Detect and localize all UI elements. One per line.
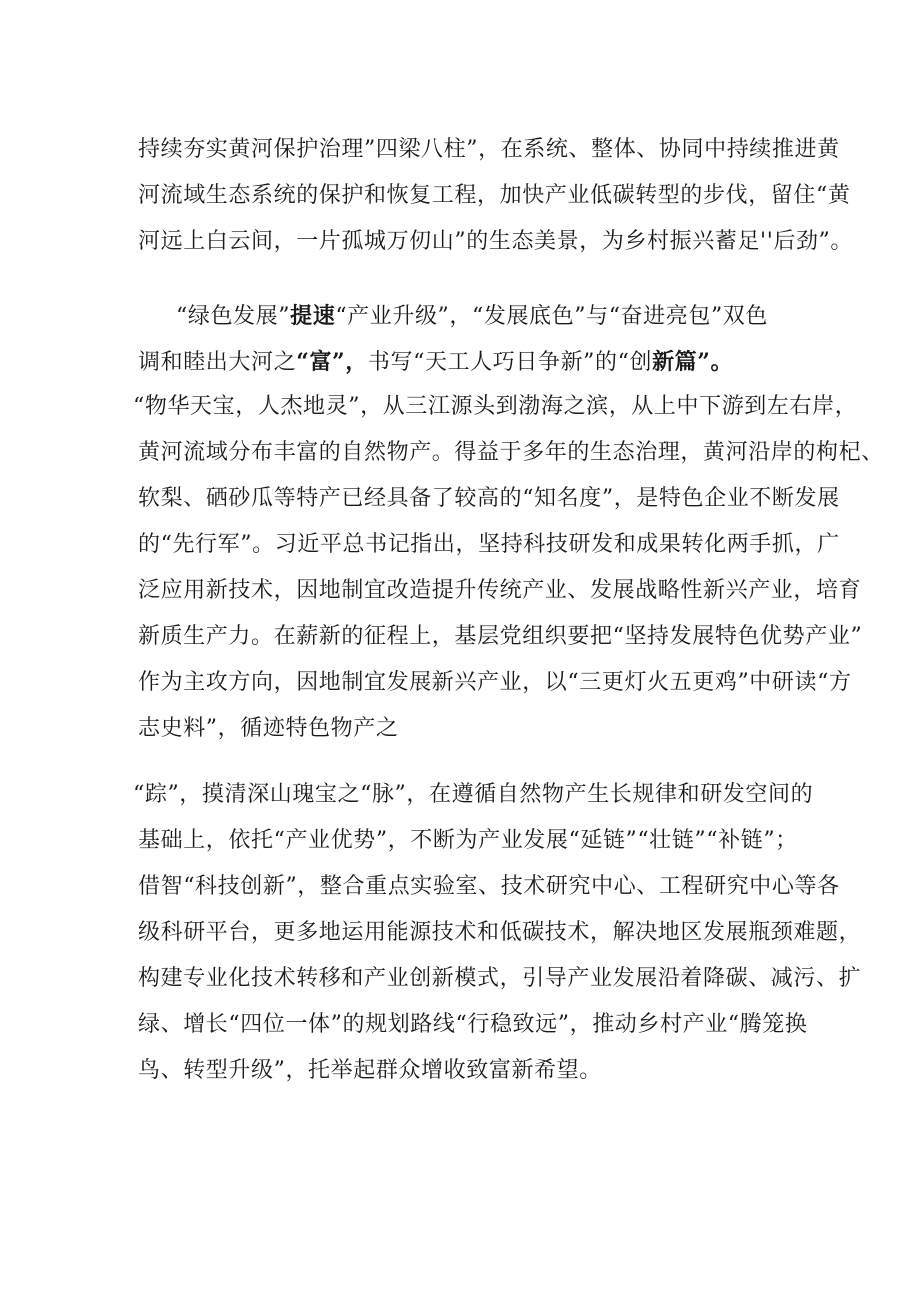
text-run: 书写“天工人巧日争新”的“创 <box>367 350 653 375</box>
text-line: 新质生产力。在薪新的征程上，基层党组织要把“坚持发展特色优势产业” <box>138 624 863 649</box>
text-line: 志史料”，循迹特色物产之 <box>138 716 399 741</box>
text-line <box>176 296 798 336</box>
text-line: 软梨、硒砂瓜等特产已经具备了较高的“知名度”，是特色企业不断发展 <box>138 486 840 511</box>
text-line: “物华天宝，人杰地灵”，从三江源头到渤海之滨，从上中下游到左右岸， <box>133 394 858 419</box>
text-line: 泛应用新技术，因地制宜改造提升传统产业、发展战略性新兴产业，培育 <box>138 578 862 603</box>
bold-text-run: “富”， <box>296 349 368 375</box>
text-run: “产业升级”，“发展底色”与“奋进亮包”双色 <box>335 304 768 329</box>
bold-text-run: 新篇”。 <box>652 349 734 375</box>
text-line: 借智“科技创新”，整合重点实验室、技术研究中心、工程研究中心等各 <box>138 874 840 899</box>
text-line: 作为主攻方向，因地制宜发展新兴产业，以“三更灯火五更鸡”中研读“方 <box>138 670 852 695</box>
text-run: “绿色发展” <box>176 304 291 329</box>
text-line: 基础上，依托“产业优势”，不断为产业发展“延链”“壮链”“补链”； <box>138 828 798 853</box>
bold-text-run: 提速 <box>290 303 336 329</box>
text-line: 持续夯实黄河保护治理”四梁八柱”，在系统、整体、协同中持续推进黄 <box>138 137 840 162</box>
text-line: 鸟、转型升级”，托举起群众增收致富新希望。 <box>138 1058 602 1083</box>
text-line: 的“先行军”。习近平总书记指出，坚持科技研发和成果转化两手抓，广 <box>138 532 840 557</box>
text-line <box>138 342 798 382</box>
text-line: 绿、增长“四位一体”的规划路线“行稳致远”，推动乡村产业“腾笼换 <box>138 1012 808 1037</box>
text-line: 河流域生态系统的保护和恢复工程，加快产业低碳转型的步伐，留住“黄 <box>138 183 851 208</box>
text-line: “踪”，摸清深山瑰宝之“脉”，在遵循自然物产生长规律和研发空间的 <box>133 782 814 807</box>
text-line: 黄河流域分布丰富的自然物产。得益于多年的生态治理，黄河沿岸的枸杞、 <box>138 440 884 465</box>
text-line: 构建专业化技术转移和产业创新模式，引导产业发展沿着降碳、减污、扩 <box>138 966 862 991</box>
text-line: 级科研平台，更多地运用能源技术和低碳技术，解决地区发展瓶颈难题， <box>138 920 862 945</box>
text-line: 河远上白云间，一片孤城万仞山”的生态美景，为乡村振兴蓄足''后劲”。 <box>138 229 853 254</box>
text-run: 调和睦出大河之 <box>138 350 297 375</box>
